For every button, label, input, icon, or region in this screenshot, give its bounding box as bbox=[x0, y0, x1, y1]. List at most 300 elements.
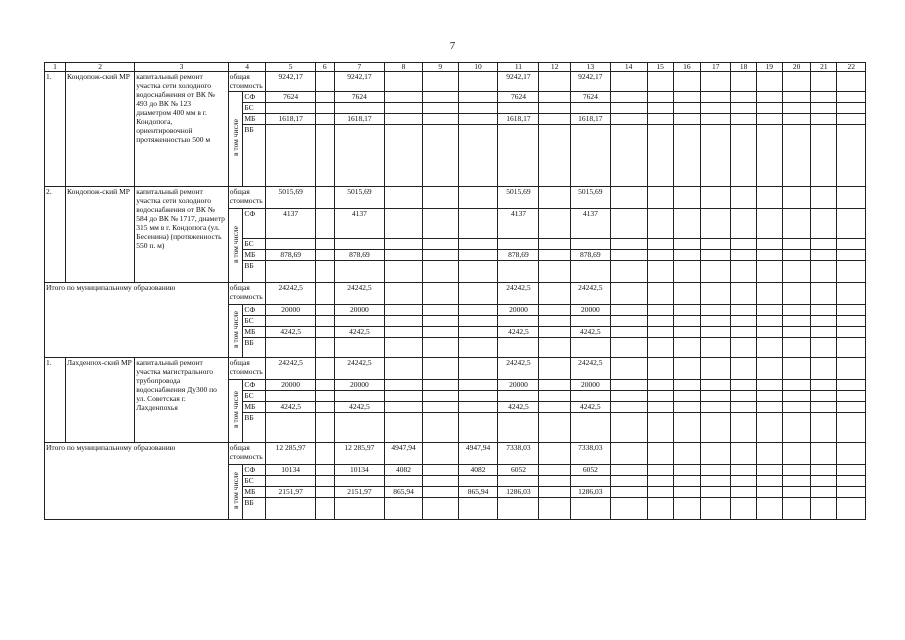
empty-cell bbox=[811, 402, 837, 413]
empty-cell bbox=[731, 239, 756, 250]
value-cell bbox=[385, 92, 423, 103]
value-cell bbox=[570, 338, 610, 358]
value-cell bbox=[458, 380, 498, 391]
value-cell: 24242,5 bbox=[570, 283, 610, 305]
value-cell bbox=[539, 443, 570, 465]
value-cell: 878,69 bbox=[570, 250, 610, 261]
value-cell bbox=[334, 261, 384, 283]
empty-cell bbox=[837, 465, 866, 476]
empty-cell bbox=[673, 358, 700, 380]
district-name: Лахденпох-ский МР bbox=[65, 358, 134, 443]
value-cell: 24242,5 bbox=[266, 358, 315, 380]
funding-source-label: СФ bbox=[243, 92, 266, 103]
empty-cell bbox=[782, 413, 810, 443]
empty-cell bbox=[731, 380, 756, 391]
value-cell bbox=[539, 305, 570, 316]
value-cell bbox=[315, 92, 334, 103]
empty-cell bbox=[782, 72, 810, 92]
value-cell: 20000 bbox=[266, 380, 315, 391]
empty-cell bbox=[673, 487, 700, 498]
value-cell bbox=[458, 413, 498, 443]
value-cell: 5015,69 bbox=[570, 187, 610, 209]
value-cell bbox=[266, 316, 315, 327]
value-cell: 24242,5 bbox=[498, 283, 539, 305]
total-cost-label: общая стоимость bbox=[228, 443, 266, 465]
value-cell bbox=[498, 498, 539, 520]
empty-cell bbox=[837, 476, 866, 487]
value-cell: 1618,17 bbox=[570, 114, 610, 125]
value-cell bbox=[498, 316, 539, 327]
table-row bbox=[45, 72, 866, 92]
funding-source-label: ВБ bbox=[243, 125, 266, 187]
empty-cell bbox=[610, 283, 647, 305]
empty-cell bbox=[731, 283, 756, 305]
table-row bbox=[45, 187, 866, 209]
value-cell: 20000 bbox=[266, 305, 315, 316]
value-cell bbox=[539, 391, 570, 402]
funding-source-label: ВБ bbox=[243, 338, 266, 358]
column-number: 9 bbox=[422, 63, 458, 72]
empty-cell bbox=[837, 261, 866, 283]
empty-cell bbox=[756, 402, 782, 413]
empty-cell bbox=[782, 487, 810, 498]
empty-cell bbox=[610, 261, 647, 283]
value-cell bbox=[385, 125, 423, 187]
empty-cell bbox=[701, 443, 731, 465]
value-cell bbox=[334, 125, 384, 187]
empty-cell bbox=[731, 443, 756, 465]
empty-cell bbox=[673, 283, 700, 305]
column-number: 16 bbox=[673, 63, 700, 72]
value-cell bbox=[315, 114, 334, 125]
value-cell bbox=[458, 327, 498, 338]
empty-cell bbox=[756, 305, 782, 316]
value-cell bbox=[422, 338, 458, 358]
empty-cell bbox=[673, 125, 700, 187]
funding-source-label: МБ bbox=[243, 114, 266, 125]
empty-cell bbox=[756, 209, 782, 239]
value-cell bbox=[422, 187, 458, 209]
value-cell bbox=[422, 498, 458, 520]
value-cell: 24242,5 bbox=[266, 283, 315, 305]
district-name: Кондопож-ский МР bbox=[65, 187, 134, 283]
empty-cell bbox=[756, 487, 782, 498]
value-cell: 20000 bbox=[334, 380, 384, 391]
value-cell bbox=[539, 498, 570, 520]
value-cell: 4082 bbox=[385, 465, 423, 476]
empty-cell bbox=[782, 283, 810, 305]
empty-cell bbox=[673, 305, 700, 316]
value-cell bbox=[266, 338, 315, 358]
empty-cell bbox=[811, 413, 837, 443]
empty-cell bbox=[673, 413, 700, 443]
empty-cell bbox=[701, 261, 731, 283]
empty-cell bbox=[701, 391, 731, 402]
value-cell bbox=[570, 498, 610, 520]
column-number: 20 bbox=[782, 63, 810, 72]
funding-source-label: СФ bbox=[243, 380, 266, 391]
value-cell bbox=[315, 358, 334, 380]
empty-cell bbox=[701, 487, 731, 498]
empty-cell bbox=[647, 487, 673, 498]
value-cell bbox=[385, 209, 423, 239]
empty-cell bbox=[647, 391, 673, 402]
row-number: 1. bbox=[45, 72, 66, 187]
column-number: 2 bbox=[65, 63, 134, 72]
empty-cell bbox=[811, 250, 837, 261]
empty-cell bbox=[782, 187, 810, 209]
value-cell bbox=[570, 261, 610, 283]
value-cell bbox=[458, 316, 498, 327]
empty-cell bbox=[837, 338, 866, 358]
empty-cell bbox=[811, 465, 837, 476]
empty-cell bbox=[782, 209, 810, 239]
value-cell bbox=[315, 261, 334, 283]
total-label: Итого по муниципальному образованию bbox=[45, 443, 229, 520]
empty-cell bbox=[837, 114, 866, 125]
empty-cell bbox=[782, 305, 810, 316]
page-number: 7 bbox=[449, 40, 456, 52]
value-cell bbox=[458, 103, 498, 114]
funding-source-label: МБ bbox=[243, 250, 266, 261]
value-cell bbox=[458, 305, 498, 316]
value-cell bbox=[539, 92, 570, 103]
work-description: капитальный ремонт участка магистрального трубопровода водоснабжения Ду300 по ул. Советская г. Лахденпохья bbox=[135, 358, 228, 443]
value-cell: 24242,5 bbox=[498, 358, 539, 380]
value-cell bbox=[266, 413, 315, 443]
empty-cell bbox=[782, 338, 810, 358]
value-cell bbox=[539, 103, 570, 114]
value-cell: 20000 bbox=[334, 305, 384, 316]
value-cell bbox=[498, 103, 539, 114]
value-cell: 5015,69 bbox=[498, 187, 539, 209]
value-cell bbox=[539, 283, 570, 305]
empty-cell bbox=[756, 103, 782, 114]
value-cell bbox=[458, 239, 498, 250]
empty-cell bbox=[610, 391, 647, 402]
value-cell: 4242,5 bbox=[266, 402, 315, 413]
empty-cell bbox=[701, 283, 731, 305]
empty-cell bbox=[647, 261, 673, 283]
empty-cell bbox=[647, 338, 673, 358]
value-cell bbox=[539, 476, 570, 487]
value-cell: 1286,03 bbox=[570, 487, 610, 498]
value-cell bbox=[539, 261, 570, 283]
empty-cell bbox=[731, 114, 756, 125]
empty-cell bbox=[731, 305, 756, 316]
value-cell bbox=[266, 239, 315, 250]
value-cell: 20000 bbox=[570, 380, 610, 391]
value-cell bbox=[539, 327, 570, 338]
value-cell bbox=[422, 114, 458, 125]
value-cell bbox=[539, 380, 570, 391]
empty-cell bbox=[811, 327, 837, 338]
value-cell: 4242,5 bbox=[570, 327, 610, 338]
value-cell bbox=[385, 187, 423, 209]
empty-cell bbox=[673, 114, 700, 125]
value-cell: 4137 bbox=[266, 209, 315, 239]
value-cell: 20000 bbox=[498, 305, 539, 316]
value-cell bbox=[458, 72, 498, 92]
column-number: 13 bbox=[570, 63, 610, 72]
empty-cell bbox=[837, 443, 866, 465]
value-cell bbox=[458, 283, 498, 305]
value-cell: 9242,17 bbox=[266, 72, 315, 92]
empty-cell bbox=[811, 239, 837, 250]
funding-source-label: СФ bbox=[243, 209, 266, 239]
empty-cell bbox=[811, 443, 837, 465]
value-cell: 4242,5 bbox=[570, 402, 610, 413]
empty-cell bbox=[610, 338, 647, 358]
empty-cell bbox=[811, 103, 837, 114]
value-cell bbox=[539, 250, 570, 261]
empty-cell bbox=[782, 391, 810, 402]
value-cell: 878,69 bbox=[498, 250, 539, 261]
empty-cell bbox=[647, 92, 673, 103]
empty-cell bbox=[811, 316, 837, 327]
value-cell bbox=[315, 72, 334, 92]
empty-cell bbox=[731, 338, 756, 358]
value-cell: 10134 bbox=[266, 465, 315, 476]
value-cell bbox=[458, 250, 498, 261]
value-cell bbox=[570, 316, 610, 327]
total-cost-label: общая стоимость bbox=[228, 72, 266, 92]
empty-cell bbox=[673, 402, 700, 413]
empty-cell bbox=[782, 103, 810, 114]
work-description: капитальный ремонт участка сети холодного водоснабжения от ВК № 493 до ВК № 123 диаметром 400 мм в г. Кондопога, ориентировочной протяженностью 500 м bbox=[135, 72, 228, 187]
value-cell: 4137 bbox=[498, 209, 539, 239]
empty-cell bbox=[837, 72, 866, 92]
funding-source-label: БС bbox=[243, 103, 266, 114]
column-number: 6 bbox=[315, 63, 334, 72]
including-text: в том числе bbox=[231, 472, 241, 510]
empty-cell bbox=[701, 114, 731, 125]
value-cell bbox=[422, 380, 458, 391]
empty-cell bbox=[610, 327, 647, 338]
empty-cell bbox=[756, 443, 782, 465]
value-cell bbox=[458, 125, 498, 187]
column-number: 10 bbox=[458, 63, 498, 72]
empty-cell bbox=[610, 250, 647, 261]
value-cell bbox=[334, 476, 384, 487]
value-cell bbox=[334, 413, 384, 443]
empty-cell bbox=[610, 239, 647, 250]
value-cell bbox=[385, 250, 423, 261]
empty-cell bbox=[647, 358, 673, 380]
empty-cell bbox=[837, 125, 866, 187]
value-cell bbox=[315, 209, 334, 239]
empty-cell bbox=[610, 380, 647, 391]
value-cell: 7624 bbox=[570, 92, 610, 103]
empty-cell bbox=[811, 114, 837, 125]
value-cell bbox=[539, 316, 570, 327]
empty-cell bbox=[811, 72, 837, 92]
value-cell bbox=[422, 316, 458, 327]
budget-table bbox=[44, 62, 866, 520]
empty-cell bbox=[647, 114, 673, 125]
value-cell: 5015,69 bbox=[334, 187, 384, 209]
empty-cell bbox=[756, 338, 782, 358]
empty-cell bbox=[731, 358, 756, 380]
including-label bbox=[228, 380, 243, 443]
empty-cell bbox=[837, 283, 866, 305]
value-cell bbox=[422, 476, 458, 487]
empty-cell bbox=[756, 358, 782, 380]
value-cell bbox=[458, 261, 498, 283]
value-cell: 4242,5 bbox=[334, 402, 384, 413]
value-cell bbox=[385, 380, 423, 391]
total-cost-label: общая стоимость bbox=[228, 187, 266, 209]
value-cell bbox=[315, 413, 334, 443]
column-number: 1 bbox=[45, 63, 66, 72]
empty-cell bbox=[756, 261, 782, 283]
value-cell: 4242,5 bbox=[334, 327, 384, 338]
value-cell bbox=[422, 413, 458, 443]
empty-cell bbox=[701, 498, 731, 520]
value-cell bbox=[385, 338, 423, 358]
value-cell bbox=[315, 443, 334, 465]
empty-cell bbox=[673, 476, 700, 487]
funding-source-label: СФ bbox=[243, 465, 266, 476]
value-cell: 24242,5 bbox=[570, 358, 610, 380]
empty-cell bbox=[756, 125, 782, 187]
empty-cell bbox=[673, 316, 700, 327]
funding-source-label: МБ bbox=[243, 487, 266, 498]
empty-cell bbox=[701, 239, 731, 250]
empty-cell bbox=[647, 316, 673, 327]
value-cell bbox=[315, 327, 334, 338]
column-number: 8 bbox=[385, 63, 423, 72]
empty-cell bbox=[610, 125, 647, 187]
empty-cell bbox=[782, 92, 810, 103]
empty-cell bbox=[731, 92, 756, 103]
empty-cell bbox=[756, 380, 782, 391]
table-row bbox=[45, 358, 866, 380]
empty-cell bbox=[647, 72, 673, 92]
column-number: 19 bbox=[756, 63, 782, 72]
value-cell: 20000 bbox=[498, 380, 539, 391]
empty-cell bbox=[811, 187, 837, 209]
work-description: капитальный ремонт участка сети холодного водоснабжения от ВК № 584 до ВК № 1717, диаметр 315 мм в г. Кондопога (ул. Бесенина) (протяженность 550 п. м) bbox=[135, 187, 228, 283]
empty-cell bbox=[610, 92, 647, 103]
value-cell bbox=[539, 413, 570, 443]
value-cell bbox=[498, 391, 539, 402]
empty-cell bbox=[673, 103, 700, 114]
empty-cell bbox=[701, 209, 731, 239]
empty-cell bbox=[701, 402, 731, 413]
empty-cell bbox=[673, 327, 700, 338]
value-cell bbox=[385, 327, 423, 338]
value-cell bbox=[422, 72, 458, 92]
empty-cell bbox=[610, 72, 647, 92]
value-cell bbox=[334, 103, 384, 114]
value-cell bbox=[422, 103, 458, 114]
empty-cell bbox=[731, 487, 756, 498]
funding-source-label: ВБ bbox=[243, 498, 266, 520]
empty-cell bbox=[647, 103, 673, 114]
value-cell: 1618,17 bbox=[334, 114, 384, 125]
value-cell: 878,69 bbox=[266, 250, 315, 261]
value-cell bbox=[458, 338, 498, 358]
value-cell: 7338,03 bbox=[498, 443, 539, 465]
empty-cell bbox=[701, 358, 731, 380]
row-number: 2. bbox=[45, 187, 66, 283]
empty-cell bbox=[837, 358, 866, 380]
empty-cell bbox=[647, 305, 673, 316]
value-cell bbox=[334, 239, 384, 250]
value-cell: 5015,69 bbox=[266, 187, 315, 209]
including-label bbox=[228, 305, 243, 358]
empty-cell bbox=[673, 465, 700, 476]
including-label bbox=[228, 465, 243, 520]
value-cell bbox=[334, 338, 384, 358]
total-cost-label: общая стоимость bbox=[228, 283, 266, 305]
value-cell bbox=[315, 187, 334, 209]
empty-cell bbox=[811, 391, 837, 402]
empty-cell bbox=[782, 261, 810, 283]
empty-cell bbox=[837, 498, 866, 520]
empty-cell bbox=[647, 413, 673, 443]
value-cell bbox=[422, 327, 458, 338]
funding-source-label: БС bbox=[243, 316, 266, 327]
value-cell bbox=[458, 498, 498, 520]
value-cell bbox=[422, 283, 458, 305]
empty-cell bbox=[756, 239, 782, 250]
row-number: 1. bbox=[45, 358, 66, 443]
value-cell: 9242,17 bbox=[498, 72, 539, 92]
value-cell: 24242,5 bbox=[334, 283, 384, 305]
empty-cell bbox=[610, 103, 647, 114]
funding-source-label: БС bbox=[243, 391, 266, 402]
value-cell bbox=[458, 92, 498, 103]
funding-source-label: БС bbox=[243, 476, 266, 487]
empty-cell bbox=[701, 92, 731, 103]
value-cell bbox=[498, 125, 539, 187]
empty-cell bbox=[610, 187, 647, 209]
empty-cell bbox=[731, 391, 756, 402]
empty-cell bbox=[731, 103, 756, 114]
empty-cell bbox=[782, 327, 810, 338]
empty-cell bbox=[731, 402, 756, 413]
empty-cell bbox=[756, 391, 782, 402]
empty-cell bbox=[756, 283, 782, 305]
value-cell bbox=[315, 391, 334, 402]
empty-cell bbox=[701, 103, 731, 114]
empty-cell bbox=[756, 476, 782, 487]
value-cell bbox=[385, 239, 423, 250]
empty-cell bbox=[756, 187, 782, 209]
value-cell bbox=[334, 391, 384, 402]
value-cell bbox=[539, 402, 570, 413]
table-row bbox=[45, 283, 866, 305]
value-cell bbox=[266, 498, 315, 520]
column-number: 11 bbox=[498, 63, 539, 72]
empty-cell bbox=[731, 498, 756, 520]
value-cell bbox=[539, 358, 570, 380]
value-cell bbox=[458, 476, 498, 487]
value-cell bbox=[315, 250, 334, 261]
empty-cell bbox=[673, 261, 700, 283]
value-cell bbox=[422, 250, 458, 261]
empty-cell bbox=[610, 402, 647, 413]
empty-cell bbox=[610, 305, 647, 316]
column-number-row bbox=[45, 63, 866, 72]
value-cell: 7338,03 bbox=[570, 443, 610, 465]
empty-cell bbox=[701, 305, 731, 316]
empty-cell bbox=[731, 327, 756, 338]
empty-cell bbox=[647, 239, 673, 250]
value-cell: 24242,5 bbox=[334, 358, 384, 380]
